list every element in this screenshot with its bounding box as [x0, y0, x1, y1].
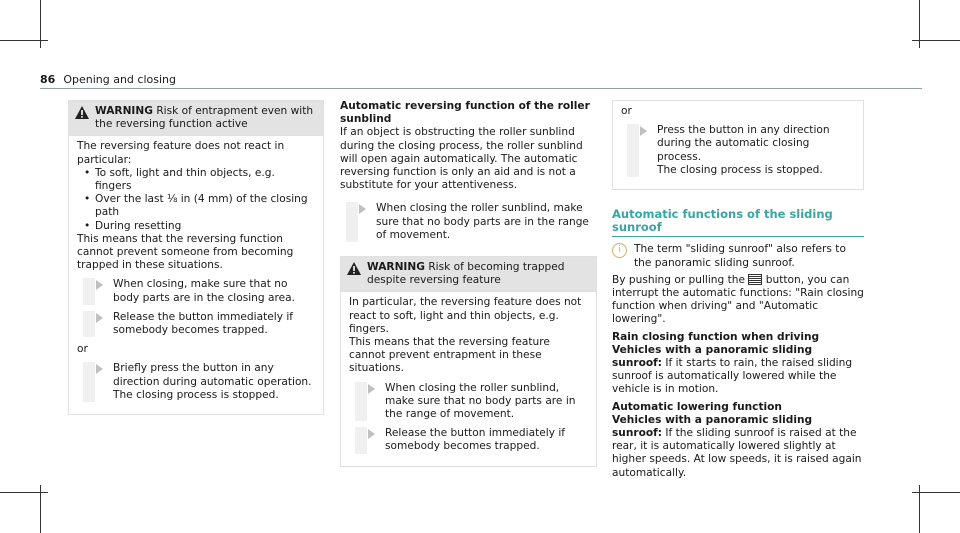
intro-text: The reversing feature does not react in particular: — [77, 140, 285, 166]
info-note — [612, 243, 864, 269]
paragraph: Vehicles with a panoramic sliding sunroof: If the sliding sunroof is raised at the rear, it is automatically lowered slightly at higher speeds. At low speeds, it is raised again automatically. — [612, 413, 862, 479]
or-text: or — [621, 105, 632, 117]
warning-label: WARNING — [367, 261, 425, 274]
step: When closing, make sure that no body parts are in the closing area. — [83, 278, 313, 304]
warning-box-entrapment — [68, 100, 324, 415]
step-arrow-icon — [359, 204, 366, 214]
header-rule — [40, 88, 922, 89]
warning-text: Risk of entrapment even with the reversing function active — [95, 105, 314, 131]
warning-text: Risk of becoming trapped despite reversing feature — [367, 261, 565, 287]
step-arrow-icon — [96, 364, 103, 374]
step-arrow-icon — [368, 384, 375, 394]
crop-mark — [912, 40, 960, 41]
warning-body — [69, 135, 323, 414]
step-arrow-icon — [96, 313, 103, 323]
step-arrow-icon — [640, 126, 647, 136]
crop-mark — [0, 492, 48, 493]
step-arrow-icon — [368, 429, 375, 439]
warning-icon — [75, 106, 89, 119]
warning-icon — [347, 262, 361, 275]
page-number: 86 — [40, 73, 56, 86]
section-title: Automatic functions of the sliding sunroof — [612, 207, 833, 235]
section-header — [612, 208, 864, 237]
warning-header — [341, 257, 596, 291]
paragraph: In particular, the reversing feature does not react to soft, light and thin objects, e.g. fingers. — [349, 296, 582, 335]
step: When closing the roller sunblind, make sure that no body parts are in the range of movement. — [355, 382, 586, 422]
crop-mark — [0, 40, 48, 41]
list-item: • Over the last ⅛ in (4 mm) of the closing path — [77, 193, 313, 219]
step: Press the button in any direction during the automatic closing process. The closing process is stopped. — [627, 124, 855, 177]
info-icon: i — [612, 243, 627, 258]
warning-label: WARNING — [95, 105, 153, 117]
page-header — [40, 73, 176, 86]
warning-box-trapped — [340, 256, 597, 467]
column-3 — [612, 100, 864, 480]
column-2 — [340, 100, 597, 467]
section-rule — [612, 236, 864, 237]
step: Briefly press the button in any direction during automatic operation. The closing process is stopped. — [83, 362, 313, 402]
step-arrow-icon — [96, 280, 103, 290]
warning-header — [69, 101, 323, 135]
or-text: or — [77, 343, 88, 356]
lowering-title: Automatic lowering function — [612, 400, 782, 413]
section-heading: Automatic reversing function of the roller sunblind — [340, 100, 590, 126]
means-text: This means that the reversing function cannot prevent someone from becoming trapped in these situations. — [77, 232, 294, 272]
list-item: • To soft, light and thin objects, e.g. fingers — [77, 167, 313, 193]
continued-box — [612, 100, 864, 190]
paragraph: Vehicles with a panoramic sliding sunroof: If it starts to rain, the raised sliding sunroof is automatically lowered while the vehicle is in motion. — [612, 343, 853, 396]
rain-title: Rain closing function when driving — [612, 330, 820, 343]
page-title: Opening and closing — [63, 73, 176, 86]
step: Release the button immediately if somebody becomes trapped. — [83, 311, 313, 337]
crop-mark — [912, 492, 960, 493]
list-item: • During resetting — [77, 220, 313, 233]
info-text: The term "sliding sunroof" also refers to the panoramic sliding sunroof. — [634, 243, 846, 269]
paragraph: If an object is obstructing the roller sunblind during the closing process, the roller sunblind will open again automatically. The automatic reversing function is only an aid and is not a substitute for your attentiveness. — [340, 126, 583, 192]
paragraph: This means that the reversing feature cannot prevent entrapment in these situations. — [349, 336, 550, 375]
step: When closing the roller sunblind, make sure that no body parts are in the range of movement. — [346, 202, 597, 242]
paragraph: By pushing or pulling the button, you can interrupt the automatic functions: "Rain closing function when driving" and "Automatic lowering". — [612, 273, 864, 326]
warning-body — [341, 291, 596, 465]
step: Release the button immediately if somebody becomes trapped. — [355, 427, 586, 453]
button-icon — [748, 274, 762, 285]
